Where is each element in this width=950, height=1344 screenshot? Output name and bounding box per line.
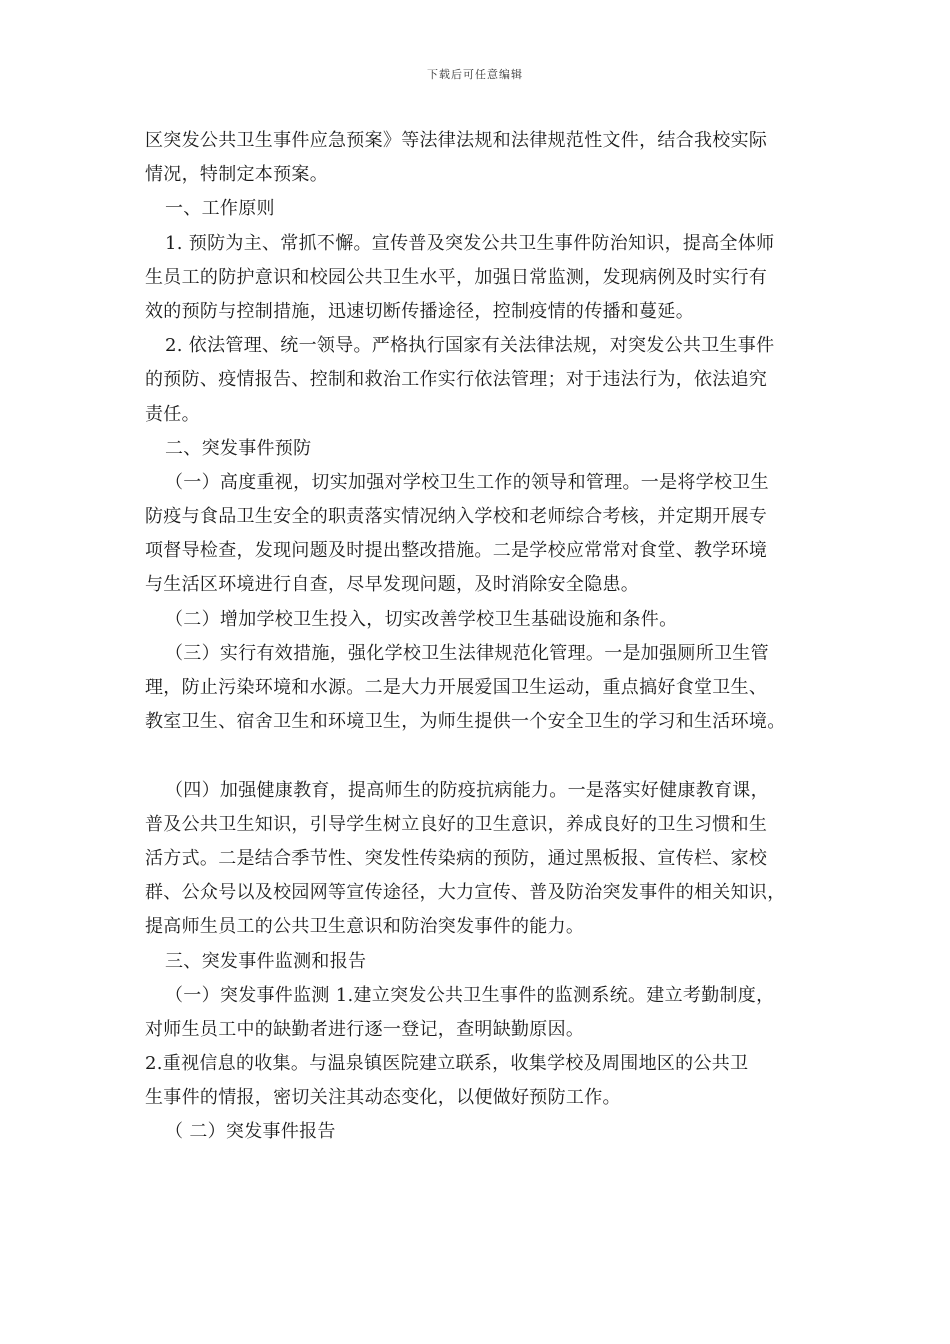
text-line: 理，防止污染环境和水源。二是大力开展爱国卫生运动，重点搞好食堂卫生、: [145, 677, 768, 698]
section-heading: 二、突发事件预防: [165, 437, 312, 459]
text-line: 情况，特制定本预案。: [145, 164, 328, 186]
text-line: 效的预防与控制措施，迅速切断传播途径，控制疫情的传播和蔓延。: [145, 300, 694, 322]
text-line: 防疫与食品卫生安全的职责落实情况纳入学校和老师综合考核，并定期开展专: [145, 506, 768, 528]
text-line: 2.重视信息的收集。与温泉镇医院建立联系，收集学校及周围地区的公共卫: [145, 1053, 749, 1075]
text-line: （ 二）突发事件报告: [165, 1121, 336, 1143]
text-line: 活方式。二是结合季节性、突发性传染病的预防，通过黑板报、宣传栏、家校: [145, 847, 768, 869]
text-line: 生事件的情报，密切关注其动态变化，以便做好预防工作。: [145, 1087, 621, 1109]
text-line: 对师生员工中的缺勤者进行逐一登记，查明缺勤原因。: [145, 1018, 585, 1040]
text-line: （一）突发事件监测 1.建立突发公共卫生事件的监测系统。建立考勤制度，: [165, 984, 775, 1006]
text-line: 与生活区环境进行自查，尽早发现问题，及时消除安全隐患。: [145, 574, 640, 596]
section-heading: 一、工作原则: [165, 198, 275, 220]
document-body: [145, 124, 810, 1150]
page-header: 下载后可任意编辑: [427, 68, 523, 81]
text-line: 区突发公共卫生事件应急预案》等法律法规和法律规范性文件，结合我校实际: [145, 130, 768, 151]
paragraph-gap: [145, 739, 810, 773]
text-line: （四）加强健康教育，提高师生的防疫抗病能力。一是落实好健康教育课，: [165, 779, 769, 801]
text-line: 责任。: [145, 403, 200, 425]
text-line: （一）高度重视，切实加强对学校卫生工作的领导和管理。一是将学校卫生: [165, 471, 769, 493]
text-line: （二）增加学校卫生投入，切实改善学校卫生基础设施和条件。: [165, 608, 678, 630]
text-line: 1. 预防为主、常抓不懈。宣传普及突发公共卫生事件防治知识，提高全体师: [165, 232, 775, 254]
text-line: 生员工的防护意识和校园公共卫生水平，加强日常监测，发现病例及时实行有: [145, 266, 768, 288]
text-line: 项督导检查，发现问题及时提出整改措施。二是学校应常常对食堂、教学环境: [145, 540, 768, 562]
text-line: 提高师生员工的公共卫生意识和防治突发事件的能力。: [145, 916, 585, 938]
text-line: 群、公众号以及校园网等宣传途径，大力宣传、普及防治突发事件的相关知识，: [145, 882, 786, 904]
text-line: （三）实行有效措施，强化学校卫生法律规范化管理。一是加强厕所卫生管: [165, 642, 769, 664]
text-line: 2. 依法管理、统一领导。严格执行国家有关法律法规，对突发公共卫生事件: [165, 335, 775, 357]
text-line: 的预防、疫情报告、控制和救治工作实行依法管理；对于违法行为，依法追究: [145, 369, 768, 391]
text-line: 教室卫生、宿舍卫生和环境卫生，为师生提供一个安全卫生的学习和生活环境。: [145, 711, 786, 733]
text-line: 普及公共卫生知识，引导学生树立良好的卫生意识，养成良好的卫生习惯和生: [145, 813, 768, 835]
section-heading: 三、突发事件监测和报告: [165, 950, 367, 972]
